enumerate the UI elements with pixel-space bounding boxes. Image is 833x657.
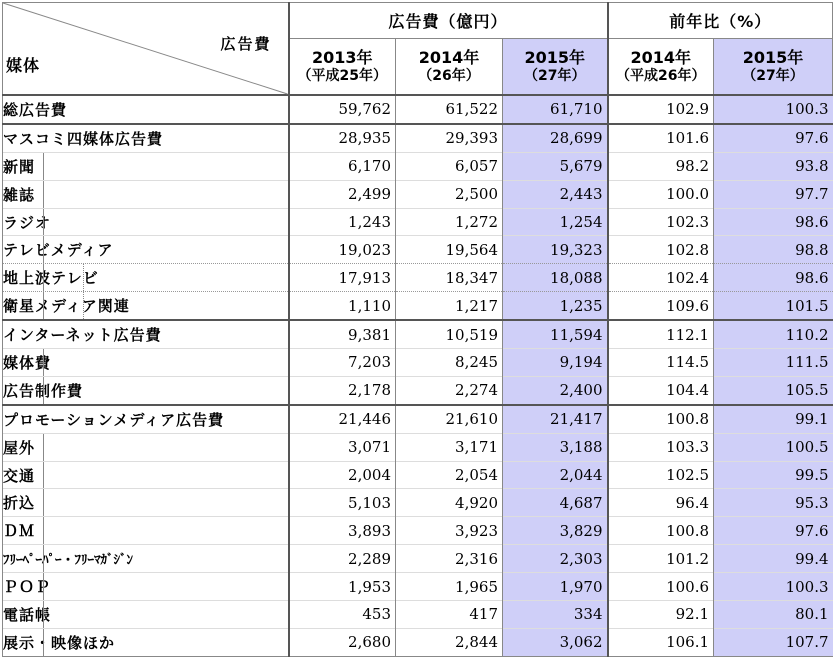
cell-cost-2013: 19,023 — [289, 236, 396, 264]
cell-ratio-2015: 101.5 — [714, 292, 833, 320]
cell-ratio-2015: 97.6 — [714, 517, 833, 545]
row-label-text: ＤＭ — [3, 522, 36, 541]
cell-ratio-2014: 100.8 — [608, 517, 714, 545]
cell-cost-2013: 28,935 — [289, 124, 396, 152]
table-row — [3, 573, 833, 601]
cell-ratio-2014: 109.6 — [608, 292, 714, 320]
row-label-text: 電話帳 — [3, 605, 52, 624]
row-label — [3, 405, 289, 433]
table-row — [3, 349, 833, 377]
row-label — [3, 545, 289, 573]
cell-ratio-2015: 107.7 — [714, 628, 833, 656]
table-row — [3, 320, 833, 348]
cell-cost-2015: 2,303 — [503, 545, 608, 573]
cell-cost-2014: 29,393 — [396, 124, 503, 152]
row-label-text: インターネット広告費 — [3, 326, 162, 345]
table-row — [3, 264, 833, 292]
cell-cost-2013: 3,071 — [289, 433, 396, 461]
row-label-text: ＰＯＰ — [3, 578, 52, 597]
table-row — [3, 433, 833, 461]
cell-cost-2015: 4,687 — [503, 489, 608, 517]
cell-cost-2014: 10,519 — [396, 320, 503, 348]
cell-ratio-2015: 100.3 — [714, 573, 833, 601]
table-row — [3, 405, 833, 433]
row-label — [3, 489, 289, 517]
cell-cost-2014: 21,610 — [396, 405, 503, 433]
cell-ratio-2014: 104.4 — [608, 376, 714, 404]
cell-ratio-2015: 80.1 — [714, 601, 833, 629]
cell-cost-2015: 28,699 — [503, 124, 608, 152]
row-label — [3, 573, 289, 601]
cell-ratio-2015: 98.6 — [714, 208, 833, 236]
group-header-cost: 広告費（億円） — [289, 3, 608, 39]
cell-ratio-2014: 100.0 — [608, 180, 714, 208]
cell-cost-2014: 61,522 — [396, 95, 503, 124]
group-header-ratio: 前年比（%） — [608, 3, 833, 39]
cell-cost-2013: 17,913 — [289, 264, 396, 292]
row-label-text: 総広告費 — [3, 100, 68, 119]
cell-cost-2014: 6,057 — [396, 152, 503, 180]
row-label-text: テレビメディア — [3, 241, 114, 260]
cell-ratio-2014: 100.6 — [608, 573, 714, 601]
cell-cost-2015: 3,062 — [503, 628, 608, 656]
table-row — [3, 601, 833, 629]
cell-ratio-2015: 97.6 — [714, 124, 833, 152]
cell-cost-2013: 9,381 — [289, 320, 396, 348]
cell-cost-2015: 3,829 — [503, 517, 608, 545]
cell-cost-2014: 417 — [396, 601, 503, 629]
table-row — [3, 292, 833, 320]
cell-cost-2014: 2,844 — [396, 628, 503, 656]
cell-cost-2013: 1,110 — [289, 292, 396, 320]
cell-ratio-2015: 111.5 — [714, 349, 833, 377]
cell-ratio-2015: 105.5 — [714, 376, 833, 404]
cell-ratio-2014: 92.1 — [608, 601, 714, 629]
cell-cost-2014: 8,245 — [396, 349, 503, 377]
col-header-cost-2014: 2014年 （26年） — [396, 39, 503, 96]
row-label-text: 雑誌 — [3, 185, 36, 204]
cell-ratio-2015: 99.1 — [714, 405, 833, 433]
table-row — [3, 376, 833, 404]
row-label — [3, 376, 289, 404]
cell-cost-2015: 1,970 — [503, 573, 608, 601]
cell-cost-2014: 3,171 — [396, 433, 503, 461]
cell-cost-2014: 1,217 — [396, 292, 503, 320]
cell-cost-2015: 1,235 — [503, 292, 608, 320]
cell-cost-2013: 7,203 — [289, 349, 396, 377]
row-label-text: プロモーションメディア広告費 — [3, 410, 225, 429]
cell-cost-2013: 2,289 — [289, 545, 396, 573]
cell-cost-2013: 2,178 — [289, 376, 396, 404]
cell-cost-2015: 2,044 — [503, 461, 608, 489]
col-header-ratio-2015: 2015年 （27年） — [714, 39, 833, 96]
row-label — [3, 208, 289, 236]
cell-ratio-2014: 103.3 — [608, 433, 714, 461]
row-label-text: 広告制作費 — [3, 381, 84, 400]
cell-ratio-2015: 98.6 — [714, 264, 833, 292]
row-label — [3, 264, 289, 292]
corner-left-label: 媒体 — [6, 56, 41, 75]
cell-cost-2013: 59,762 — [289, 95, 396, 124]
cell-ratio-2014: 96.4 — [608, 489, 714, 517]
cell-cost-2013: 453 — [289, 601, 396, 629]
cell-cost-2014: 2,316 — [396, 545, 503, 573]
row-label — [3, 236, 289, 264]
cell-cost-2015: 1,254 — [503, 208, 608, 236]
table-body — [3, 95, 833, 656]
cell-cost-2014: 1,272 — [396, 208, 503, 236]
cell-ratio-2015: 100.5 — [714, 433, 833, 461]
row-label-text: 新聞 — [3, 157, 36, 176]
row-label-text: マスコミ四媒体広告費 — [3, 129, 164, 148]
table-row — [3, 628, 833, 656]
cell-cost-2013: 1,953 — [289, 573, 396, 601]
cell-ratio-2015: 100.3 — [714, 95, 833, 124]
row-label — [3, 349, 289, 377]
cell-cost-2015: 21,417 — [503, 405, 608, 433]
cell-ratio-2014: 102.9 — [608, 95, 714, 124]
table-row — [3, 489, 833, 517]
cell-ratio-2014: 106.1 — [608, 628, 714, 656]
cell-ratio-2015: 98.8 — [714, 236, 833, 264]
cell-cost-2015: 2,400 — [503, 376, 608, 404]
cell-cost-2013: 2,680 — [289, 628, 396, 656]
table-row — [3, 545, 833, 573]
row-label — [3, 124, 289, 152]
cell-ratio-2014: 114.5 — [608, 349, 714, 377]
cell-cost-2014: 1,965 — [396, 573, 503, 601]
cell-ratio-2014: 98.2 — [608, 152, 714, 180]
cell-cost-2013: 2,499 — [289, 180, 396, 208]
table-row — [3, 208, 833, 236]
row-label-text: 展示・映像ほか — [3, 633, 116, 652]
row-label — [3, 152, 289, 180]
cell-cost-2015: 11,594 — [503, 320, 608, 348]
cell-cost-2015: 61,710 — [503, 95, 608, 124]
cell-cost-2013: 21,446 — [289, 405, 396, 433]
cell-cost-2015: 19,323 — [503, 236, 608, 264]
table-row — [3, 236, 833, 264]
cell-ratio-2014: 102.5 — [608, 461, 714, 489]
cell-cost-2013: 6,170 — [289, 152, 396, 180]
row-label-text: ﾌﾘｰﾍﾟｰﾊﾟｰ・ﾌﾘｰﾏｶﾞｼﾞﾝ — [3, 553, 134, 569]
table-row — [3, 152, 833, 180]
cell-ratio-2015: 93.8 — [714, 152, 833, 180]
cell-ratio-2015: 97.7 — [714, 180, 833, 208]
cell-cost-2014: 19,564 — [396, 236, 503, 264]
row-label-text: ラジオ — [3, 213, 52, 232]
row-label — [3, 628, 289, 656]
cell-ratio-2014: 100.8 — [608, 405, 714, 433]
corner-header — [3, 3, 289, 96]
cell-cost-2015: 9,194 — [503, 349, 608, 377]
cell-cost-2015: 18,088 — [503, 264, 608, 292]
cell-ratio-2015: 99.5 — [714, 461, 833, 489]
cell-ratio-2014: 102.4 — [608, 264, 714, 292]
row-label-text: 屋外 — [3, 438, 36, 457]
table-row — [3, 517, 833, 545]
row-label — [3, 292, 289, 320]
cell-cost-2015: 2,443 — [503, 180, 608, 208]
row-label — [3, 517, 289, 545]
cell-cost-2014: 2,500 — [396, 180, 503, 208]
row-label — [3, 461, 289, 489]
col-header-cost-2013: 2013年 （平成25年） — [289, 39, 396, 96]
cell-cost-2015: 5,679 — [503, 152, 608, 180]
cell-cost-2014: 4,920 — [396, 489, 503, 517]
col-header-ratio-2014: 2014年 （平成26年） — [608, 39, 714, 96]
cell-cost-2013: 3,893 — [289, 517, 396, 545]
cell-ratio-2015: 110.2 — [714, 320, 833, 348]
cell-cost-2015: 3,188 — [503, 433, 608, 461]
table-row — [3, 124, 833, 152]
cell-cost-2013: 5,103 — [289, 489, 396, 517]
row-label-text: 衛星メディア関連 — [3, 297, 130, 316]
table-row — [3, 180, 833, 208]
cell-ratio-2014: 102.3 — [608, 208, 714, 236]
cell-ratio-2014: 101.6 — [608, 124, 714, 152]
cell-ratio-2015: 99.4 — [714, 545, 833, 573]
cell-cost-2014: 3,923 — [396, 517, 503, 545]
cell-cost-2013: 1,243 — [289, 208, 396, 236]
cell-ratio-2015: 95.3 — [714, 489, 833, 517]
row-label — [3, 95, 289, 124]
ad-expenditure-table — [2, 2, 833, 657]
cell-cost-2014: 2,274 — [396, 376, 503, 404]
row-label — [3, 433, 289, 461]
cell-cost-2015: 334 — [503, 601, 608, 629]
row-label — [3, 180, 289, 208]
table-row — [3, 461, 833, 489]
cell-ratio-2014: 101.2 — [608, 545, 714, 573]
row-label — [3, 320, 289, 348]
table-row — [3, 95, 833, 124]
row-label-text: 交通 — [3, 466, 36, 485]
row-label-text: 地上波テレビ — [3, 269, 99, 288]
cell-ratio-2014: 102.8 — [608, 236, 714, 264]
col-header-cost-2015: 2015年 （27年） — [503, 39, 608, 96]
row-label-text: 媒体費 — [3, 353, 52, 372]
row-label-text: 折込 — [3, 494, 36, 513]
cell-cost-2014: 2,054 — [396, 461, 503, 489]
cell-cost-2014: 18,347 — [396, 264, 503, 292]
row-label — [3, 601, 289, 629]
cell-cost-2013: 2,004 — [289, 461, 396, 489]
corner-top-label: 広告費 — [220, 35, 272, 53]
cell-ratio-2014: 112.1 — [608, 320, 714, 348]
